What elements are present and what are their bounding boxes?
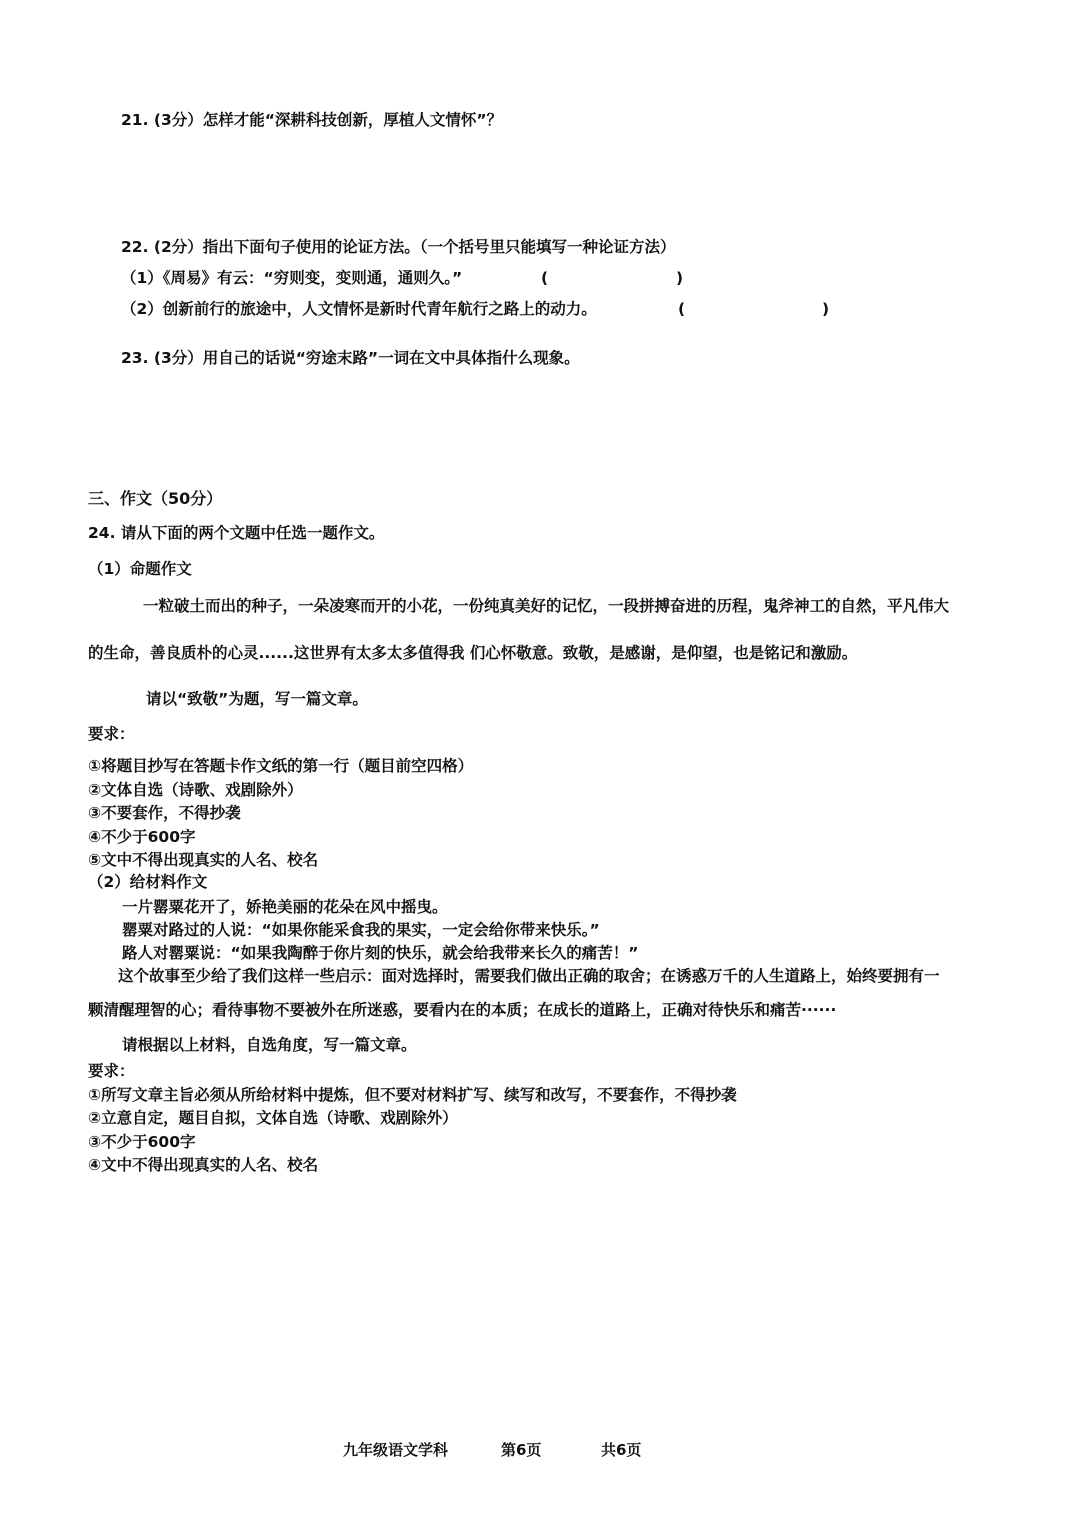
- option-1-requirement: ④不少于600字: [88, 828, 196, 846]
- option-2-requirements-label: 要求：: [88, 1062, 135, 1080]
- question-22-item-2: （2）创新前行的旅途中，人文情怀是新时代青年航行之路上的动力。: [121, 300, 597, 318]
- option-2-requirement: ③不少于600字: [88, 1133, 196, 1151]
- option-1-paragraph-line-1: 一粒破土而出的种子，一朵凌寒而开的小花，一份纯真美好的记忆，一段拼搏奋进的历程，鬼斧神工的自然，平凡伟大: [143, 597, 950, 615]
- option-1-paragraph-line-2: 的生命，善良质朴的心灵......这世界有太多太多值得我 们心怀敬意。致敬，是感谢，是仰望，也是铭记和激励。: [88, 644, 858, 662]
- footer-subject: 九年级语文学科: [343, 1441, 449, 1459]
- option-2-requirement: ④文中不得出现真实的人名、校名: [88, 1156, 319, 1174]
- option-2-material-line: 一片罂粟花开了，娇艳美丽的花朵在风中摇曳。: [122, 898, 448, 916]
- answer-blank-1-open: (: [541, 269, 549, 287]
- footer-page-number: 第6页: [501, 1441, 542, 1459]
- option-1-requirement: ③不要套作，不得抄袭: [88, 804, 241, 822]
- option-2-requirement: ①所写文章主旨必须从所给材料中提炼，但不要对材料扩写、续写和改写，不要套作，不得抄袭: [88, 1086, 737, 1104]
- option-2-material-line: 路人对罂粟说：“如果我陶醉于你片刻的快乐，就会给我带来长久的痛苦！”: [122, 944, 639, 962]
- option-2-insight-line-1: 这个故事至少给了我们这样一些启示：面对选择时，需要我们做出正确的取舍；在诱惑万千的人生道路上，始终要拥有一: [118, 967, 940, 985]
- option-1-requirements-label: 要求：: [88, 725, 135, 743]
- question-24: 24. 请从下面的两个文题中任选一题作文。: [88, 524, 385, 542]
- footer-total-pages: 共6页: [601, 1441, 642, 1459]
- answer-blank-2-close: ): [822, 300, 830, 318]
- option-1-requirement: ②文体自选（诗歌、戏剧除外）: [88, 781, 303, 799]
- answer-blank-1-close: ): [676, 269, 684, 287]
- option-2-requirement: ②立意自定，题目自拟，文体自选（诗歌、戏剧除外）: [88, 1109, 458, 1127]
- option-2-title: （2）给材料作文: [88, 873, 208, 891]
- question-23: 23. (3分）用自己的话说“穷途末路”一词在文中具体指什么现象。: [121, 349, 580, 367]
- question-22-item-1: （1）《周易》有云：“穷则变，变则通，通则久。”: [121, 269, 463, 287]
- option-1-title: （1）命题作文: [88, 560, 192, 578]
- option-1-requirement: ①将题目抄写在答题卡作文纸的第一行（题目前空四格）: [88, 757, 474, 775]
- question-21: 21. (3分）怎样才能“深耕科技创新，厚植人文情怀”？: [121, 111, 503, 129]
- option-2-prompt: 请根据以上材料，自选角度，写一篇文章。: [122, 1036, 417, 1054]
- question-22-stem: 22. (2分）指出下面句子使用的论证方法。（一个括号里只能填写一种论证方法）: [121, 238, 676, 256]
- option-1-requirement: ⑤文中不得出现真实的人名、校名: [88, 851, 319, 869]
- option-1-prompt: 请以“致敬”为题，写一篇文章。: [146, 690, 368, 708]
- answer-blank-2-open: (: [678, 300, 686, 318]
- option-2-material-line: 罂粟对路过的人说：“如果你能采食我的果实，一定会给你带来快乐。”: [122, 921, 600, 939]
- option-2-insight-line-2: 颗清醒理智的心；看待事物不要被外在所迷惑，要看内在的本质；在成长的道路上，正确对待快乐和痛苦······: [88, 1001, 837, 1019]
- section-3-heading: 三、作文（50分）: [88, 489, 223, 508]
